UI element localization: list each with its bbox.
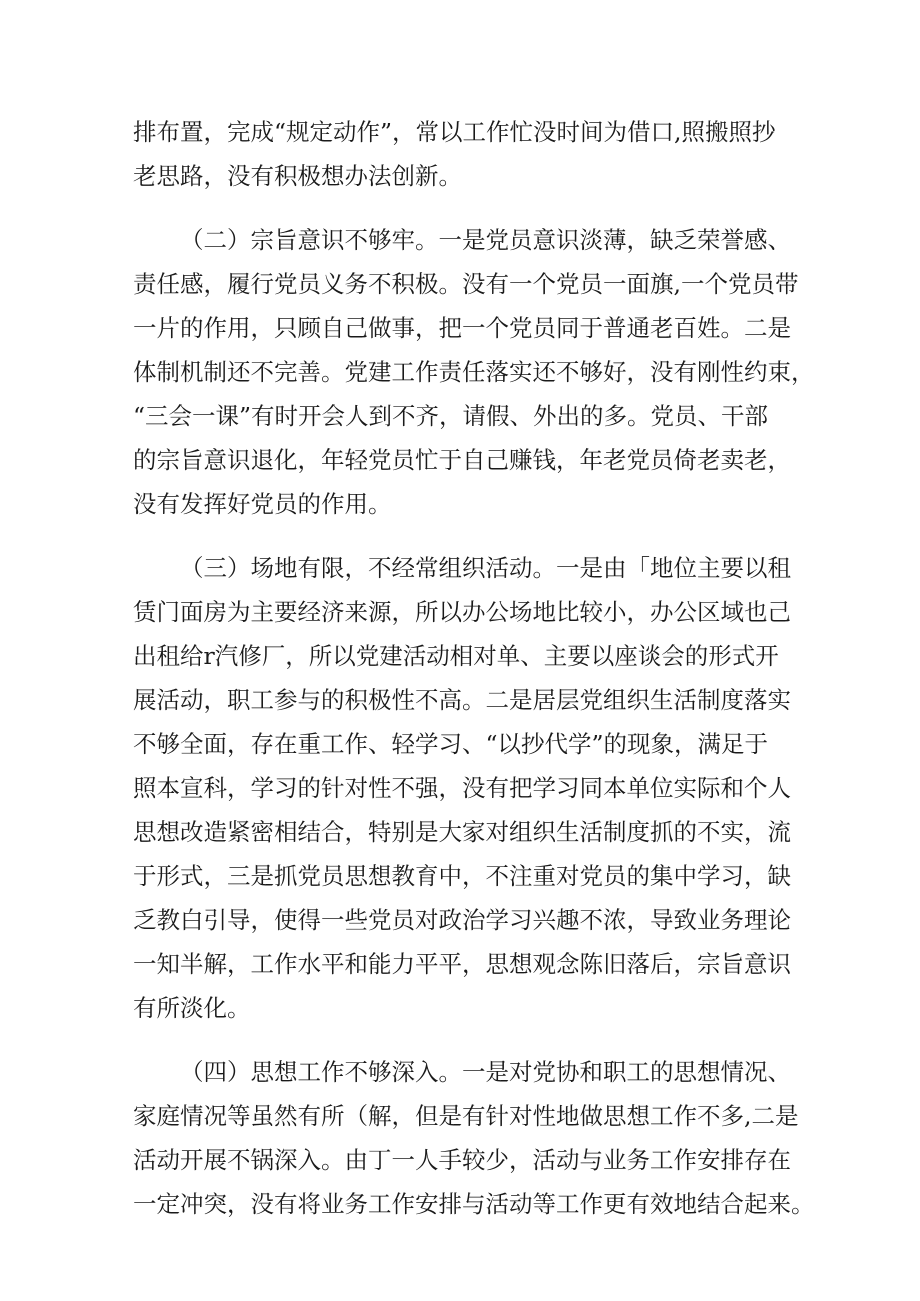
text-line: 一片的作用，只顾自己做事，把一个党员同于普通老百姓。二是 (133, 314, 791, 342)
text-line: 乏教白引导，使得一些党员对政治学习兴趣不浓，导致业务理论 (133, 906, 791, 934)
text-line: （四）思想工作不够深入。一是对党协和职工的思想情况、 (180, 1058, 791, 1086)
text-line: 一知半解，工作水平和能力平平，思想观念陈旧落后，宗旨意识 (133, 950, 791, 978)
text-line: 没有发挥好党员的作用。 (133, 490, 392, 518)
text-line: 老思路，没有积极想办法创新。 (133, 162, 462, 190)
text-line: 体制机制还不完善。党建工作责任落实还不够好，没有刚性约束， (133, 358, 815, 386)
text-line: 家庭情况等虽然有所（解，但是有针对性地做思想工作不多,二是 (133, 1102, 799, 1130)
text-line: 有所淡化。 (133, 994, 251, 1022)
paragraph-3 (133, 546, 797, 1030)
text-line: 赁门面房为主要经济来源，所以办公场地比较小，办公区域也己 (133, 598, 791, 626)
text-line: 责任感，履行党员义务不积极。没有一个党员一面旗,一个党员带 (133, 270, 799, 298)
text-line: （二）宗旨意识不够牢。一是党员意识淡薄，缺乏荣誉感、 (180, 226, 791, 254)
text-line: 照本宣科，学习的针对性不强，没有把学习同本单位实际和个人 (133, 774, 791, 802)
text-line: 思想改造紧密相结合，特别是大家对组织生活制度抓的不实，流 (133, 818, 791, 846)
text-line: 不够全面，存在重工作、轻学习、“以抄代学”的现象，满足于 (133, 730, 769, 758)
text-line: （三）场地有限，不经常组织活动。一是由「地位主要以租 (180, 554, 791, 582)
text-line: 一定冲突，没有将业务工作安排与活动等工作更有效地结合起来。 (133, 1190, 815, 1218)
text-line: 活动开展不锅深入。由丁一人手较少，活动与业务工作安排存在 (133, 1146, 791, 1174)
text-line: 排布置，完成“规定动作”，常以工作忙没时间为借口,照搬照抄 (133, 118, 776, 146)
document-body (133, 110, 815, 1226)
paragraph-4 (133, 1050, 815, 1226)
paragraph-2 (133, 218, 815, 526)
text-line: 于形式，三是抓党员思想教育中，不注重对党员的集中学习，缺 (133, 862, 791, 890)
text-line: 的宗旨意识退化，年轻党员忙于自己赚钱，年老党员倚老卖老， (133, 446, 791, 474)
paragraph-1 (133, 110, 797, 198)
text-line: “三会一课”有时开会人到不齐，请假、外出的多。党员、干部 (133, 402, 769, 430)
text-line: 展活动，职工参与的积极性不高。二是居层党组织生活制度落实 (133, 686, 791, 714)
text-line: 出租给r汽修厂，所以党建活动相对单、主要以座谈会的形式开 (133, 642, 779, 670)
